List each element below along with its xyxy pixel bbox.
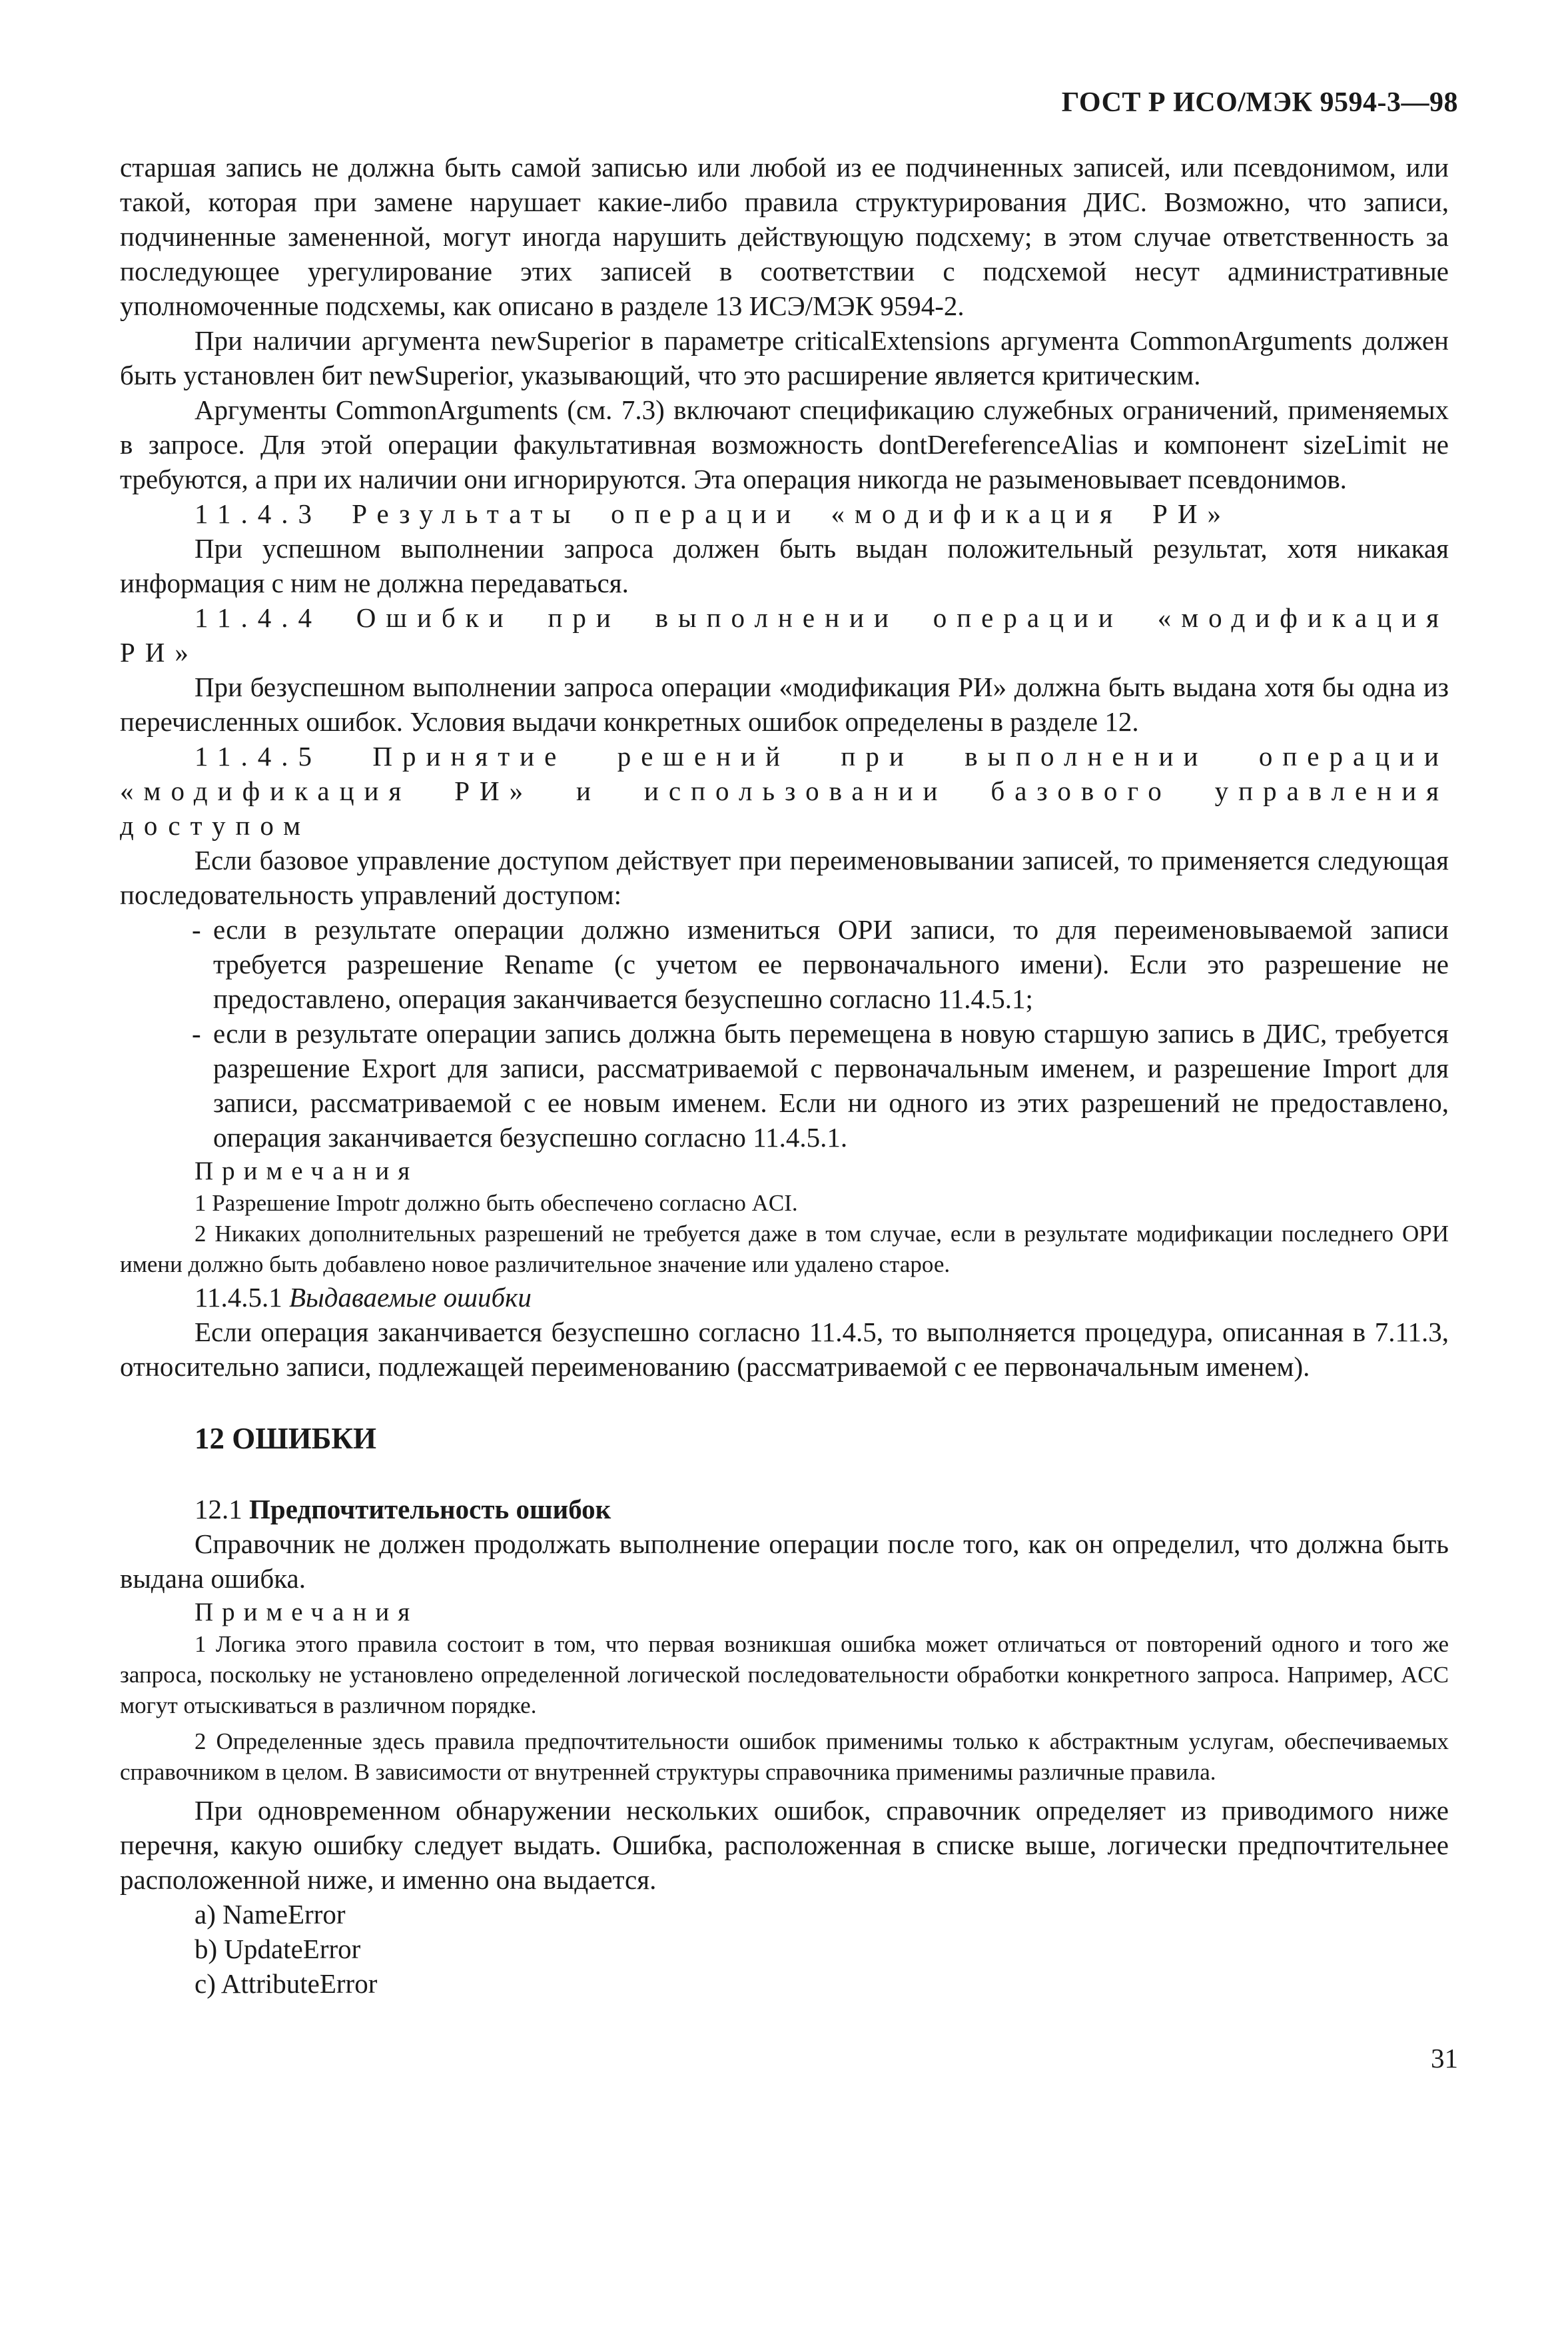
list-item: - если в результате операции должно измениться ОРИ записи, то для переименовываемой записи требуется разрешение Rename (с учетом ее первоначального имени). Если это разрешение не предоставлено, операция заканчивается безуспешно согласно 11.4.5.1; (120, 912, 1449, 1016)
paragraph: Справочник не должен продолжать выполнение операции после того, как он определил, что должна быть выдана ошибка. (120, 1528, 1449, 1594)
paragraph: старшая запись не должна быть самой записью или любой из ее подчиненных записей, или псевдонимом, или такой, которая при замене нарушает какие-либо правила структурирования ДИС. Возможно, что записи, подчиненные замененной, могут иногда нарушить действующую подсхему; в этом случае ответственность за последующее урегулирование этих записей в соответствии с подсхемой несут административные уполномоченные подсхемы, как описано в разделе 13 ИСЭ/МЭК 9594-2. (120, 152, 1449, 321)
notes-label: Примечания (195, 1598, 419, 1626)
dash-marker: - (192, 1018, 201, 1049)
access-control-list (120, 912, 1449, 1155)
paragraph: При успешном выполнении запроса должен быть выдан положительный результат, хотя никакая информация с ним не должна передаваться. (120, 533, 1449, 598)
note: 1 Логика этого правила состоит в том, что первая возникшая ошибка может отличаться от повторений одного и того же запроса, поскольку не установлено определенной логической последовательности обработки конкретного запроса. Например, ACC могут отыскиваться в различном порядке. (120, 1631, 1449, 1718)
note: 2 Никаких дополнительных разрешений не требуется даже в том случае, если в результате модификации последнего ОРИ имени должно быть добавлено новое различительное значение или удалено старое. (120, 1221, 1449, 1277)
paragraph: Если базовое управление доступом действует при переименовывании записей, то применяется следующая последовательность управлений доступом: (120, 845, 1449, 910)
section-heading-12: 12 ОШИБКИ (195, 1422, 377, 1455)
paragraph: При одновременном обнаружении нескольких ошибок, справочник определяет из приводимого ниже перечня, какую ошибку следует выдать. Ошибка, расположенная в списке выше, логически предпочтительнее расположенной ниже, и именно она выдается. (120, 1795, 1449, 1895)
dash-marker: - (192, 914, 201, 945)
document-header: ГОСТ Р ИСО/МЭК 9594-3—98 (1061, 87, 1458, 118)
paragraph: Аргументы CommonArguments (см. 7.3) включают спецификацию служебных ограничений, применяемых в запросе. Для этой операции факультативная возможность dontDereferenceAlias и компонент sizeLimit не требуются, а при их наличии они игнорируются. Эта операция никогда не разыменовывает псевдонимов. (120, 394, 1449, 494)
section-heading-11-4-4: 11.4.4 Ошибки при выполнении операции «модификация РИ» (120, 602, 1449, 668)
section-heading-11-4-3: 11.4.3 Результаты операции «модификация РИ» (195, 498, 1231, 529)
page-content (120, 150, 1449, 2001)
notes-label: Примечания (195, 1157, 419, 1185)
page-number: 31 (1431, 2043, 1458, 2073)
error-list (120, 1897, 1449, 2001)
section-heading-11-4-5-1: 11.4.5.1 Выдаваемые ошибки (195, 1282, 532, 1313)
note: 1 Разрешение Impotr должно быть обеспечено согласно ACI. (195, 1190, 798, 1216)
paragraph: При наличии аргумента newSuperior в параметре criticalExtensions аргумента CommonArguments должен быть установлен бит newSuperior, указывающий, что это расширение является критическим. (120, 325, 1449, 390)
paragraph: При безуспешном выполнении запроса операции «модификация РИ» должна быть выдана хотя бы одна из перечисленных ошибок. Условия выдачи конкретных ошибок определены в разделе 12. (120, 672, 1449, 737)
list-item: b) UpdateError (195, 1934, 361, 1964)
list-item: a) NameError (195, 1899, 346, 1930)
note: 2 Определенные здесь правила предпочтительности ошибок применимы только к абстрактным услугам, обеспечиваемых справочником в целом. В зависимости от внутренней структуры справочника применимы различные правила. (120, 1728, 1449, 1785)
section-heading-11-4-5: 11.4.5 Принятие решений при выполнении операции «модификация РИ» и использовании базового управления доступом (120, 741, 1449, 841)
paragraph: Если операция заканчивается безуспешно согласно 11.4.5, то выполняется процедура, описанная в 7.11.3, относительно записи, подлежащей переименованию (рассматриваемой с ее первоначальным именем). (120, 1317, 1449, 1382)
list-item: - если в результате операции запись должна быть перемещена в новую старшую запись в ДИС, требуется разрешение Export для записи, рассматриваемой с первоначальным именем, и разрешение Import для записи, рассматриваемой с ее новым именем. Если ни одного из этих разрешений не предоставлено, операция заканчивается безуспешно согласно 11.4.5.1. (120, 1016, 1449, 1155)
section-heading-12-1: 12.1 Предпочтительность ошибок (195, 1494, 611, 1524)
list-item: c) AttributeError (195, 1968, 378, 1999)
